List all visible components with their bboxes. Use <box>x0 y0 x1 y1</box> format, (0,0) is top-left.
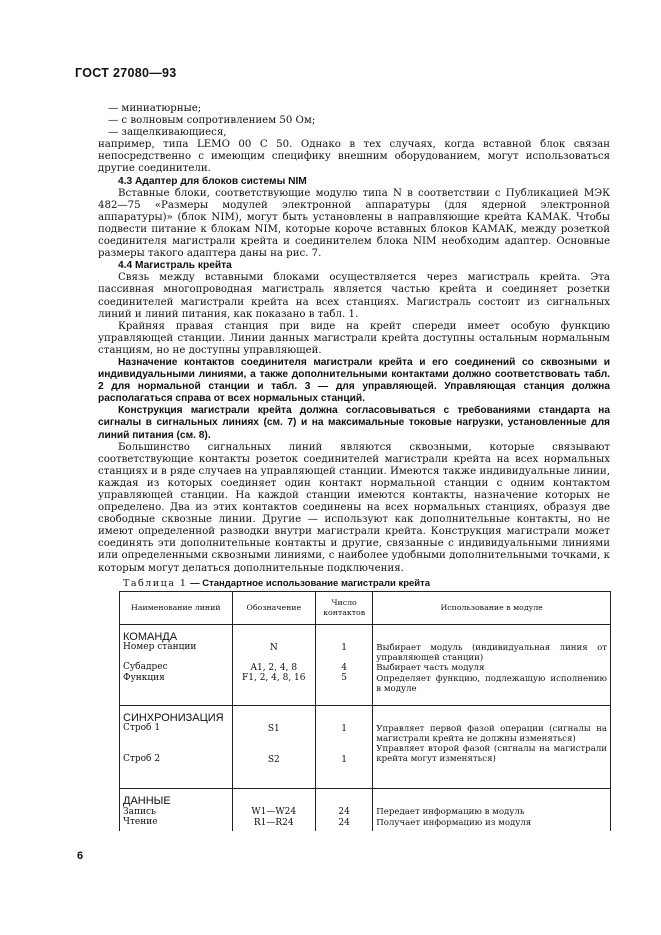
column-header-use: Использование в модуле <box>373 592 611 625</box>
usage-text: Управляет первой фазой операции (сигналы на магистрали крейта не должны изменяться) <box>376 723 607 745</box>
contact-count: 4 <box>341 663 347 674</box>
column-header-name: Наименование линий <box>120 592 233 625</box>
line-symbol: N <box>269 643 278 653</box>
line-symbol: F1, 2, 4, 8, 16 <box>242 673 306 684</box>
usage-text: Получает информацию из модуля <box>376 817 532 828</box>
line-name: Запись <box>123 806 156 817</box>
page-header: ГОСТ 27080—93 <box>75 66 177 80</box>
contact-count: 5 <box>341 673 347 684</box>
line-name: Строб 1 <box>123 723 161 734</box>
section-4-4-paragraph-2: Крайняя правая станция при виде на крейт спереди имеет особую функцию управляющей станции. Линии данных магистрали крейта доступны остальным нормальным станциям, но не доступны управляющей. <box>98 320 610 356</box>
section-4-3-text: Вставные блоки, соответствующие модулю типа N в соответствии с Публикацией МЭК 482—75 «Размеры модулей электронной аппаратуры (для ядерной электронной аппаратуры)» (блок NIM), могут быть установлены в направляющие крейта КАМАК. Чтобы подвести питание к блокам NIM, которые короче вставных блоков КАМАК, между розеткой соединителя магистрали крейта и соединителем блока NIM необходим адаптер. Основные размеры такого адаптера даны на рис. 7. <box>98 187 610 260</box>
contact-count: 1 <box>341 643 347 653</box>
connector-type-list <box>98 103 610 139</box>
paragraph-example: например, типа LEMO 00 С 50. Однако в тех случаях, когда вставной блок связан непосредственно с имеющим специфику внешним оборудованием, могут использоваться другие соединители. <box>98 139 610 175</box>
section-4-4-paragraph-3: Назначение контактов соединителя магистрали крейта и его соединений со сквозными и индивидуальными линиями, а также дополнительными контактами должно соответствовать табл. 2 для нормальной станции и табл. 3 — для управляющей. Управляющая станция должна располагаться справа от всех нормальных станций. <box>98 356 610 405</box>
section-4-4-paragraph-1: Связь между вставными блоками осуществляется через магистраль крейта. Эта пассивная многопроводная магистраль является частью крейта и соединяет розетки соединителей магистрали крейта на всех станциях. Магистраль состоит из сигнальных линий и линий питания, как показано в табл. 1. <box>98 272 610 320</box>
line-name: Номер станции <box>123 642 197 653</box>
line-symbol: S1 <box>267 723 280 734</box>
table-row <box>120 789 611 831</box>
contact-count: 1 <box>341 755 347 766</box>
line-name: Чтение <box>123 816 158 827</box>
line-symbol: W1—W24 <box>251 807 297 818</box>
line-symbol: R1—R24 <box>253 817 294 828</box>
table-caption-label: Таблица 1 <box>123 578 188 589</box>
table-group-command <box>120 625 611 706</box>
table-row <box>120 705 611 789</box>
table-group-sync <box>120 705 611 789</box>
section-4-4-paragraph-4: Конструкция магистрали крейта должна согласовываться с требованиями стандарта на сигналы в сигнальных линиях (см. 7) и на максимальные токовые нагрузки, установленные для линий питания (см. 8). <box>98 405 610 441</box>
list-item: — с волновым сопротивлением 50 Ом; <box>108 115 316 127</box>
usage-text: Определяет функцию, подлежащую исполнению в модуле <box>376 673 607 694</box>
line-name: Субадрес <box>123 662 168 673</box>
group-title: СИНХРОНИЗАЦИЯ <box>123 711 224 724</box>
column-header-symbol: Обозначение <box>232 592 315 625</box>
group-title: ДАННЫЕ <box>123 795 171 808</box>
group-title: КОМАНДА <box>123 631 178 643</box>
list-item: — защелкивающиеся, <box>108 127 227 139</box>
contact-count: 24 <box>338 807 350 818</box>
usage-text: Передает информацию в модуль <box>376 807 525 818</box>
section-4-3-title: 4.3 Адаптер для блоков системы NIM <box>118 175 307 187</box>
contact-count: 24 <box>338 817 350 828</box>
table-caption-title: — Стандартное использование магистрали крейта <box>187 578 431 589</box>
section-4-4-title: 4.4 Магистраль крейта <box>118 260 232 272</box>
table-row <box>120 625 611 706</box>
contact-count: 1 <box>341 723 347 734</box>
table-caption <box>123 578 430 589</box>
table-header-row <box>120 592 611 625</box>
body-text <box>98 103 610 575</box>
bus-usage-table <box>119 591 611 831</box>
page-number: 6 <box>77 850 84 862</box>
line-symbol: A1, 2, 4, 8 <box>250 663 298 674</box>
table-group-data <box>120 789 611 831</box>
column-header-count: Число контактов <box>315 592 372 625</box>
list-item: — миниатюрные; <box>108 103 202 114</box>
line-name: Строб 2 <box>123 754 161 765</box>
usage-text: Выбирает часть модуля <box>376 663 485 674</box>
line-name: Функция <box>123 672 165 683</box>
line-symbol: S2 <box>267 755 280 766</box>
usage-text: Управляет второй фазой (сигналы на магистрали крейта могут изменяться) <box>376 744 607 765</box>
section-4-4-paragraph-5: Большинство сигнальных линий являются сквозными, которые связывают соответствующие контакты розеток соединителей магистрали крейта на всех нормальных станциях и в ряде случаев на управляющей станции. Имеются также индивидуальные линии, каждая из которых соединяет один контакт нормальной станции с одним контактом управляющей станции. На каждой станции имеются контакты, назначение которых не определено. Два из этих контактов соединены на всех нормальных станциях, образуя две свободные сквозные линии. Другие — используют как дополнительные контакты, но не имеют определенной разводки внутри магистрали крейта. Конструкция магистрали может соединять эти дополнительные контакты и другие, связанные с индивидуальными линиями или определенными сквозными линиями, с наиболее удобными дополнительными точками, к которым могут делаться дополнительные подключения. <box>98 441 610 574</box>
usage-text: Выбирает модуль (индивидуальная линия от управляющей станции) <box>376 643 607 664</box>
